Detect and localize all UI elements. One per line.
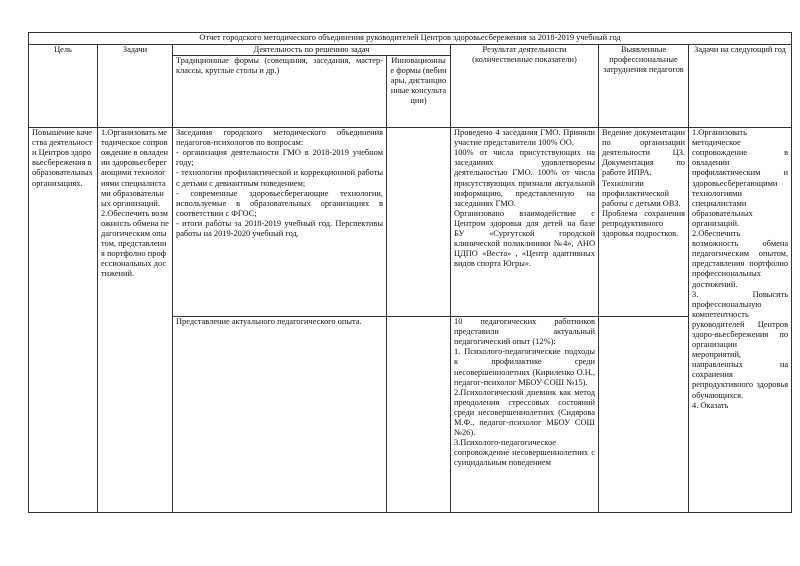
- cell-innovative-forms: [387, 317, 451, 513]
- traditional-item: - современные здоровьесберегающие технологии, используемые в образовательных организациях в соответствии с ФГОС;: [176, 188, 383, 218]
- result-item: 2.Психологический дневник как метод преодоления стрессовых состояний среди несовершеннолетних (Сидярова М.Ф., педагог-психолог МБОУ СОШ №26).: [454, 387, 595, 438]
- next-task-item: 4. Оказать: [692, 400, 729, 410]
- header-activity: Деятельность по решению задач: [173, 45, 451, 56]
- result-item: 100% от числа присутствующих на заседаниях удовлетворены деятельностью ГМО. 100% от числа присутствующих признали актуальной информацию, представленную на заседаниях ГМО.: [454, 148, 595, 208]
- task-item: 1.Организовать методическое сопровождение в овладении здоровьесберегающими технологиями специалистами образовательных организаций.: [101, 128, 168, 208]
- cell-next-tasks: [689, 128, 792, 513]
- traditional-item: - технологии профилактической и коррекционной работы с детьми с девиантным поведением;: [176, 168, 383, 188]
- cell-difficulties: [599, 128, 689, 317]
- result-item: Организовано взаимодействие с Центром здоровья для детей на базе БУ «Сургутской городской клинической поликлиники №4», АНО ЦДПО «Веста» , «Центр адаптивных видов спорта Югры».: [454, 208, 595, 269]
- next-task-item: 3. Повысить профессиональную компетентность руководителей Центров здоро-вьесбережения по организации мероприятий, направленных на сохранения репродуктивного здоровья обучающихся.: [692, 289, 789, 400]
- cell-difficulties: [599, 317, 689, 513]
- cell-innovative-forms: [387, 128, 451, 317]
- header-goal: Цель: [29, 45, 98, 128]
- result-item: 1. Психолого-педагогические подходы к профилактике среди несовершеннолетних (Кириленко О.Н., педагог-психолог МБОУ СОШ №15).: [454, 347, 595, 387]
- header-next-tasks: Задачи на следующий год: [689, 45, 792, 128]
- difficulty-item: Ведение документации по организации деятельности ЦЗ. Документация по работе ИПРА.: [602, 128, 685, 178]
- table-row: [29, 128, 792, 317]
- task-item: 2.Обеспечить возможность обмена педагогическим опытом, представления портфолио профессиональных достижений.: [101, 208, 169, 279]
- report-table: [28, 32, 792, 513]
- header-traditional-forms: Традиционные формы (совещания, заседания, мастер-классы, круглые столы и др.): [173, 56, 387, 128]
- header-result: Результат деятельности (количественные показатели): [451, 45, 599, 128]
- traditional-item: - итоги работы за 2018-2019 учебный год. Перспективы работы на 2019-2020 учебный год.: [176, 218, 383, 239]
- report-title: Отчет городского методического объединения руководителей Центров здоровьесбережения за 2018-2019 учебный год: [29, 33, 792, 45]
- cell-traditional-forms: Представление актуального педагогического опыта.: [173, 317, 387, 513]
- header-tasks: Задачи: [98, 45, 173, 128]
- cell-result: [451, 317, 599, 513]
- cell-traditional-forms: [173, 128, 387, 317]
- next-task-item: 1.Организовать методическое сопровождение в овладении профилактическим и здоровьесберегающими технологиями специалистами образовательных организаций.: [692, 128, 789, 228]
- header-difficulties: Выявленные профессиональные затруднения педагогов: [599, 45, 689, 128]
- traditional-item: Заседания городского методического объединения педагогов-психологов по вопросам:: [176, 128, 383, 148]
- result-item: Проведено 4 заседания ГМО. Приняли участие представители 100% ОО.: [454, 128, 595, 148]
- cell-goal: Повышение качества деятельности Центров здоровьесбережения в образовательных организациях.: [29, 128, 98, 513]
- difficulty-item: Проблема сохранения репродуктивного здоровья подростков.: [602, 208, 685, 239]
- header-innovative-forms: Инновационные формы (вебинары, дистанционные консультации): [387, 56, 451, 128]
- difficulty-item: Технологии профилактической работы с детьми ОВЗ.: [602, 178, 681, 208]
- next-task-item: 2.Обеспечить возможность обмена педагогическим опытом, представления портфолио профессиональных достижений.: [692, 229, 789, 289]
- traditional-item: - организация деятельности ГМО в 2018-2019 учебном году;: [176, 148, 383, 168]
- result-item: 10 педагогических работников представили актуальный педагогический опыт (12%):: [454, 317, 595, 347]
- result-item: 3.Психолого-педагогическое сопровождение несовершеннолетних с суицидальным поведением: [454, 438, 595, 468]
- cell-result: [451, 128, 599, 317]
- cell-tasks: [98, 128, 173, 513]
